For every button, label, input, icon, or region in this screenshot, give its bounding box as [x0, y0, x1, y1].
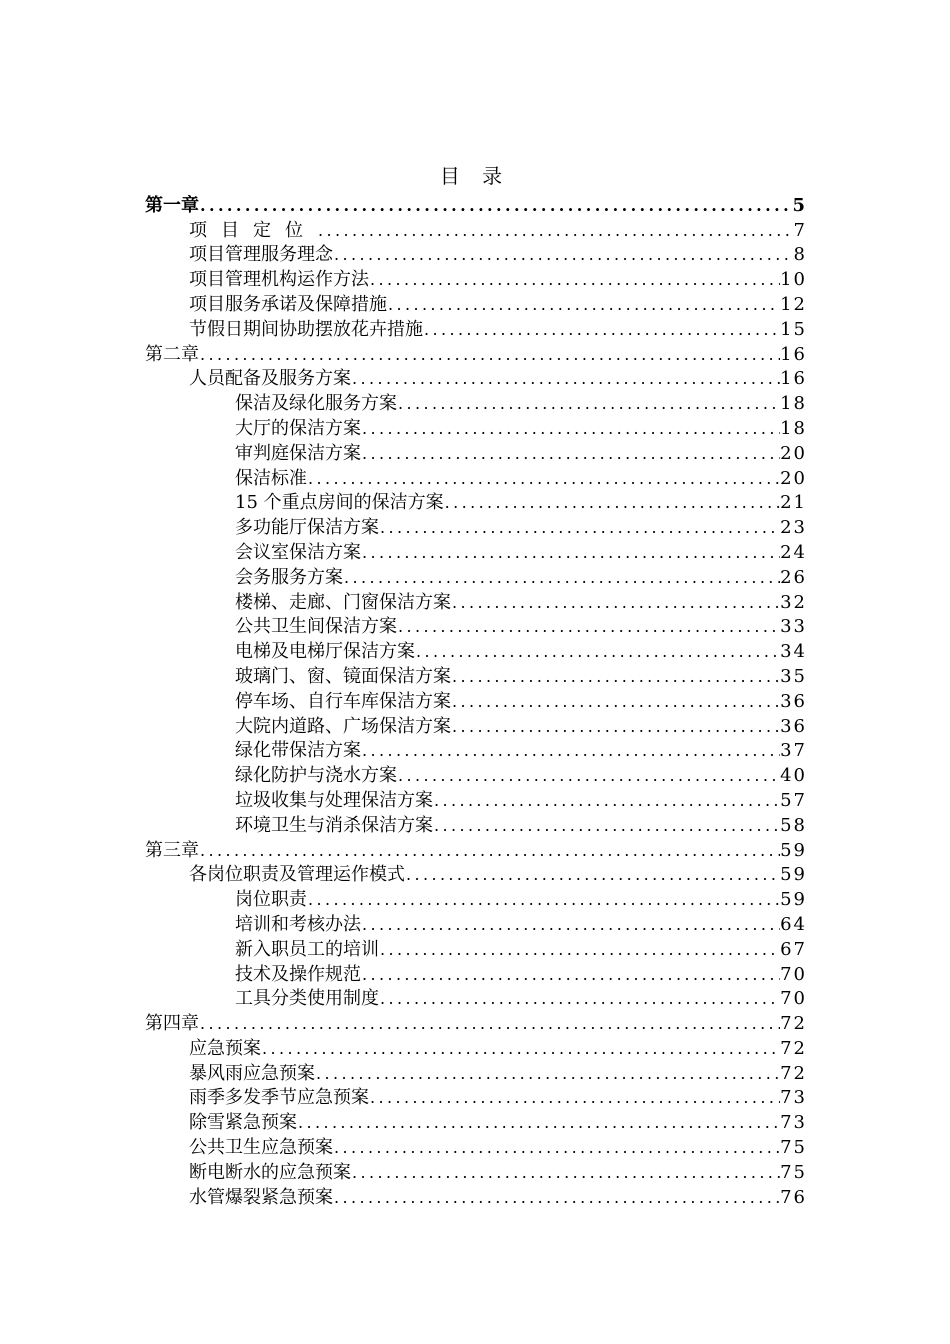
- toc-entry[interactable]: [145, 615, 807, 640]
- toc-entry-page-number: 72: [780, 1037, 807, 1059]
- toc-entry[interactable]: [145, 466, 807, 491]
- toc-entry-label: 第四章: [145, 1013, 199, 1035]
- toc-entry[interactable]: [145, 342, 807, 367]
- toc-entry-label: 会议室保洁方案: [235, 541, 361, 563]
- toc-entry[interactable]: [145, 491, 807, 516]
- dot-leader: [200, 1012, 780, 1036]
- dot-leader: [452, 690, 780, 714]
- toc-entry-label: 暴风雨应急预案: [189, 1062, 315, 1084]
- dot-leader: [200, 343, 780, 367]
- dot-leader: [200, 839, 780, 863]
- toc-entry-page-number: 20: [780, 442, 807, 464]
- toc-entry-page-number: 76: [780, 1186, 807, 1208]
- toc-entry-label: 技术及操作规范: [235, 963, 361, 985]
- toc-entry[interactable]: [145, 813, 807, 838]
- dot-leader: [308, 888, 780, 912]
- toc-entry[interactable]: [145, 391, 807, 416]
- toc-entry[interactable]: [145, 218, 807, 243]
- toc-entry-label: 节假日期间协助摆放花卉措施: [189, 318, 423, 340]
- toc-entry[interactable]: [145, 367, 807, 392]
- toc-entry-label: 15 个重点房间的保洁方案: [235, 492, 444, 514]
- toc-entry-page-number: 64: [780, 913, 807, 935]
- toc-entry[interactable]: [145, 1160, 807, 1185]
- toc-entry-label: 雨季多发季节应急预案: [189, 1087, 369, 1109]
- dot-leader: [352, 1161, 780, 1185]
- toc-entry[interactable]: [145, 1135, 807, 1160]
- dot-leader: [388, 293, 780, 317]
- toc-entry-label: 水管爆裂紧急预案: [189, 1186, 333, 1208]
- toc-entry[interactable]: [145, 763, 807, 788]
- dot-leader: [334, 1136, 780, 1160]
- toc-entry[interactable]: [145, 565, 807, 590]
- toc-entry[interactable]: [145, 193, 807, 218]
- toc-entry-page-number: 75: [780, 1161, 807, 1183]
- toc-entry[interactable]: [145, 689, 807, 714]
- dot-leader: [200, 194, 792, 218]
- toc-entry-page-number: 58: [780, 814, 807, 836]
- toc-entry-label: 保洁标准: [235, 467, 307, 489]
- toc-entry[interactable]: [145, 1036, 807, 1061]
- toc-entry-label: 第一章: [145, 194, 199, 216]
- toc-entry-page-number: 20: [780, 467, 807, 489]
- toc-entry-label: 岗位职责: [235, 889, 307, 911]
- toc-entry[interactable]: [145, 317, 807, 342]
- toc-entry-page-number: 35: [780, 665, 807, 687]
- toc-entry-page-number: 70: [780, 988, 807, 1010]
- toc-entry-label: 绿化带保洁方案: [235, 740, 361, 762]
- dot-leader: [362, 417, 780, 441]
- toc-entry[interactable]: [145, 1086, 807, 1111]
- toc-entry-label: 多功能厅保洁方案: [235, 517, 379, 539]
- toc-entry-label: 项目服务承诺及保障措施: [189, 293, 387, 315]
- toc-entry-label: 新入职员工的培训: [235, 938, 379, 960]
- toc-entry-page-number: 67: [780, 938, 807, 960]
- toc-entry[interactable]: [145, 1185, 807, 1210]
- toc-entry-page-number: 59: [780, 839, 807, 861]
- toc-entry-label: 断电断水的应急预案: [189, 1161, 351, 1183]
- toc-entry[interactable]: [145, 540, 807, 565]
- dot-leader: [362, 442, 780, 466]
- toc-entry-label: 第三章: [145, 839, 199, 861]
- toc-entry-label: 大厅的保洁方案: [235, 417, 361, 439]
- toc-entry[interactable]: [145, 590, 807, 615]
- toc-entry[interactable]: [145, 987, 807, 1012]
- toc-entry-label: 公共卫生间保洁方案: [235, 616, 397, 638]
- toc-entry-page-number: 12: [780, 293, 807, 315]
- dot-leader: [452, 591, 780, 615]
- toc-entry[interactable]: [145, 863, 807, 888]
- toc-entry-label: 停车场、自行车库保洁方案: [235, 690, 451, 712]
- toc-entry-page-number: 59: [780, 889, 807, 911]
- dot-leader: [370, 268, 780, 292]
- dot-leader: [334, 1186, 780, 1210]
- toc-entry-label: 会务服务方案: [235, 566, 343, 588]
- toc-entry-page-number: 37: [780, 740, 807, 762]
- dot-leader: [362, 541, 780, 565]
- toc-entry[interactable]: [145, 416, 807, 441]
- toc-entry-page-number: 18: [780, 393, 807, 415]
- dot-leader: [352, 367, 780, 391]
- toc-entry-label: 各岗位职责及管理运作模式: [189, 864, 405, 886]
- toc-entry-label: 项目管理服务理念: [189, 244, 333, 266]
- toc-entry-page-number: 7: [793, 219, 807, 241]
- dot-leader: [434, 789, 780, 813]
- toc-entry-label: 审判庭保洁方案: [235, 442, 361, 464]
- toc-entry-label: 项目定位: [189, 219, 317, 241]
- toc-entry-page-number: 57: [780, 789, 807, 811]
- dot-leader: [380, 987, 780, 1011]
- toc-entry-page-number: 40: [780, 765, 807, 787]
- dot-leader: [416, 640, 780, 664]
- toc-entry[interactable]: [145, 441, 807, 466]
- dot-leader: [398, 615, 780, 639]
- toc-entry-page-number: 72: [780, 1062, 807, 1084]
- toc-entry-page-number: 23: [780, 517, 807, 539]
- toc-entry-page-number: 34: [780, 641, 807, 663]
- dot-leader: [362, 739, 780, 763]
- toc-entry-page-number: 18: [780, 417, 807, 439]
- toc-entry-label: 楼梯、走廊、门窗保洁方案: [235, 591, 451, 613]
- toc-entry-label: 第二章: [145, 343, 199, 365]
- dot-leader: [334, 243, 794, 267]
- dot-leader: [298, 1111, 780, 1135]
- toc-entry-label: 人员配备及服务方案: [189, 368, 351, 390]
- toc-entry[interactable]: [145, 887, 807, 912]
- dot-leader: [398, 764, 780, 788]
- toc-entry-label: 电梯及电梯厅保洁方案: [235, 641, 415, 663]
- toc-entry[interactable]: [145, 639, 807, 664]
- toc-entry[interactable]: [145, 1061, 807, 1086]
- toc-entry-label: 保洁及绿化服务方案: [235, 393, 397, 415]
- toc-entry[interactable]: [145, 664, 807, 689]
- toc-entry-page-number: 73: [780, 1112, 807, 1134]
- toc-title: 目 录: [439, 164, 511, 188]
- toc-entry-page-number: 5: [792, 194, 807, 216]
- toc-entry-page-number: 59: [780, 864, 807, 886]
- dot-leader: [362, 913, 780, 937]
- toc-entry-page-number: 32: [780, 591, 807, 613]
- toc-entry[interactable]: [145, 714, 807, 739]
- toc-entry-page-number: 72: [780, 1013, 807, 1035]
- toc-entry-label: 项目管理机构运作方法: [189, 269, 369, 291]
- dot-leader: [370, 1086, 780, 1110]
- dot-leader: [424, 318, 780, 342]
- toc-entry[interactable]: [145, 739, 807, 764]
- toc-entry-page-number: 73: [780, 1087, 807, 1109]
- toc-entry-label: 玻璃门、窗、镜面保洁方案: [235, 665, 451, 687]
- toc-entry-page-number: 8: [793, 244, 807, 266]
- dot-leader: [344, 566, 780, 590]
- toc-entry[interactable]: [145, 962, 807, 987]
- toc-entry-page-number: 33: [780, 616, 807, 638]
- toc-entry[interactable]: [145, 1110, 807, 1135]
- toc-entry[interactable]: [145, 1011, 807, 1036]
- toc-entry[interactable]: [145, 292, 807, 317]
- toc-entry-label: 应急预案: [189, 1037, 261, 1059]
- dot-leader: [318, 219, 794, 243]
- toc-entry-label: 垃圾收集与处理保洁方案: [235, 789, 433, 811]
- toc-entry[interactable]: [145, 937, 807, 962]
- toc-entry-page-number: 16: [780, 368, 807, 390]
- toc-entry-page-number: 36: [780, 690, 807, 712]
- toc-entry-page-number: 70: [780, 963, 807, 985]
- dot-leader: [362, 963, 780, 987]
- dot-leader: [398, 392, 780, 416]
- dot-leader: [380, 516, 780, 540]
- toc-entry[interactable]: [145, 838, 807, 863]
- toc-entry[interactable]: [145, 788, 807, 813]
- dot-leader: [434, 814, 780, 838]
- toc-entry-page-number: 16: [780, 343, 807, 365]
- toc-entry-label: 环境卫生与消杀保洁方案: [235, 814, 433, 836]
- dot-leader: [452, 715, 780, 739]
- dot-leader: [380, 938, 780, 962]
- dot-leader: [316, 1062, 780, 1086]
- toc-entry[interactable]: [145, 912, 807, 937]
- dot-leader: [452, 665, 780, 689]
- toc-entry-page-number: 10: [780, 269, 807, 291]
- dot-leader: [445, 491, 780, 515]
- toc-entry-page-number: 15: [780, 318, 807, 340]
- dot-leader: [262, 1037, 780, 1061]
- toc-entry-label: 除雪紧急预案: [189, 1112, 297, 1134]
- dot-leader: [406, 863, 780, 887]
- toc-entry-label: 培训和考核办法: [235, 913, 361, 935]
- toc-entry-label: 大院内道路、广场保洁方案: [235, 715, 451, 737]
- toc-entry-label: 工具分类使用制度: [235, 988, 379, 1010]
- dot-leader: [308, 467, 780, 491]
- toc-entry-page-number: 21: [780, 492, 807, 514]
- toc-entry-page-number: 75: [780, 1137, 807, 1159]
- toc-entry-page-number: 24: [780, 541, 807, 563]
- toc-entry[interactable]: [145, 515, 807, 540]
- toc-entry-label: 公共卫生应急预案: [189, 1137, 333, 1159]
- table-of-contents: [145, 193, 807, 1210]
- toc-entry-page-number: 36: [780, 715, 807, 737]
- toc-entry[interactable]: [145, 267, 807, 292]
- toc-entry-page-number: 26: [780, 566, 807, 588]
- toc-entry[interactable]: [145, 243, 807, 268]
- toc-entry-label: 绿化防护与浇水方案: [235, 765, 397, 787]
